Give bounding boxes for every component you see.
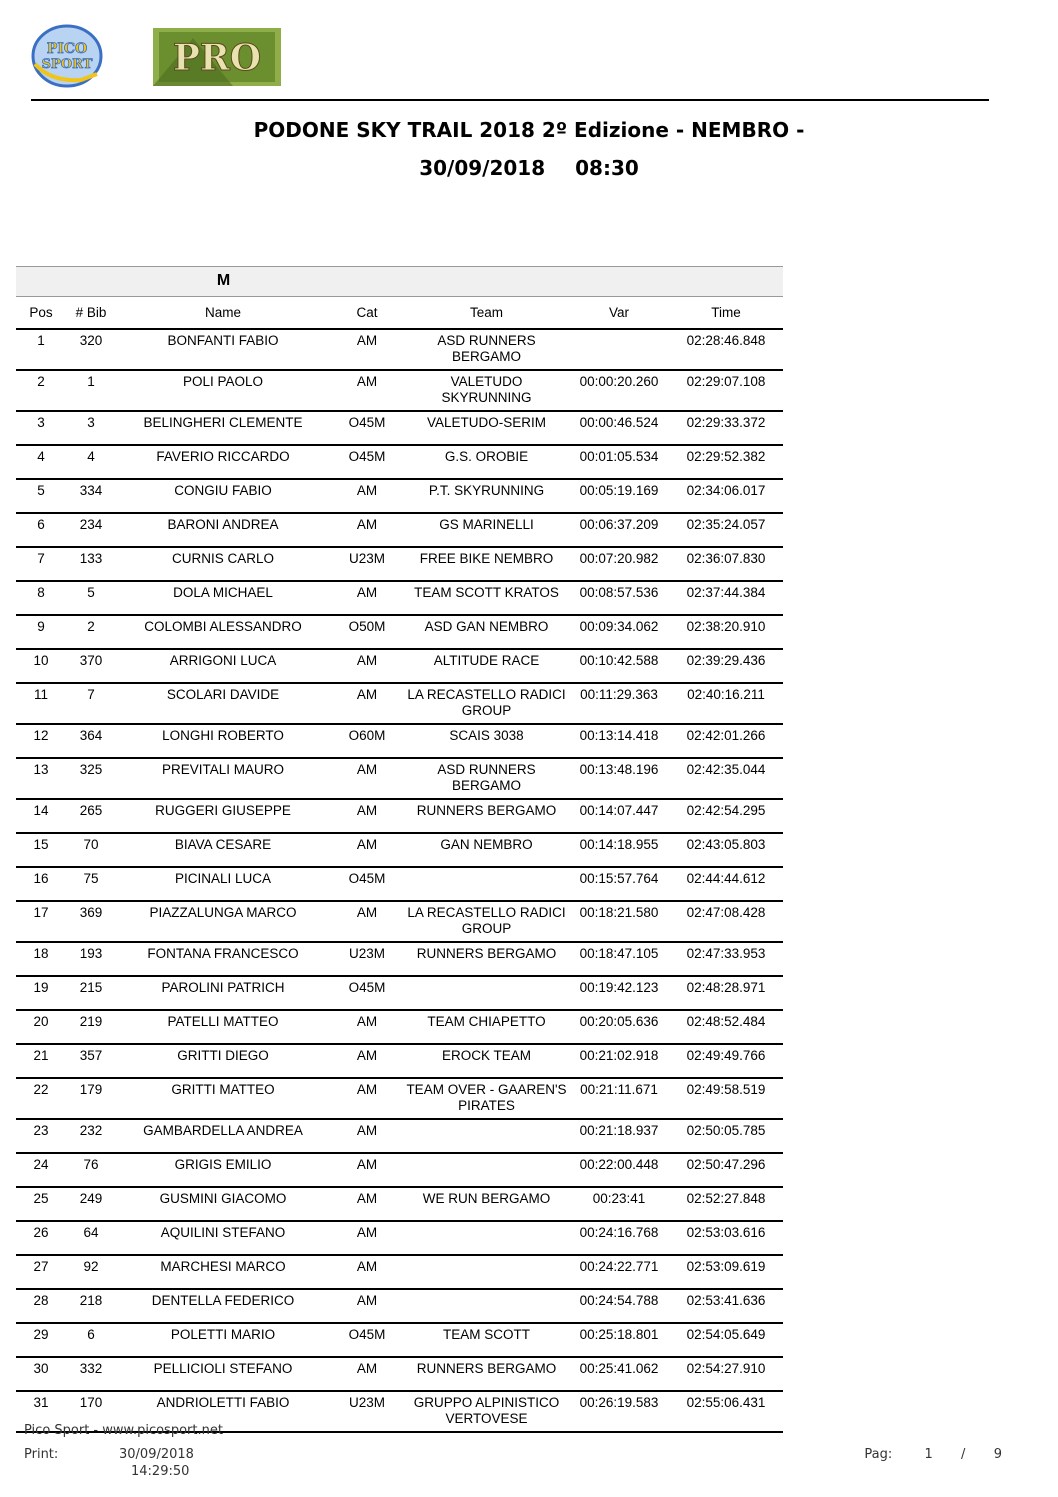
row-bib: 64 bbox=[66, 1221, 116, 1255]
row-team: SCAIS 3038 bbox=[404, 724, 569, 758]
row-cat: AM bbox=[330, 370, 404, 411]
row-bib: 133 bbox=[66, 547, 116, 581]
row-bib: 370 bbox=[66, 649, 116, 683]
row-time: 02:42:35.044 bbox=[669, 758, 783, 799]
results-body bbox=[16, 329, 783, 1432]
row-var: 00:11:29.363 bbox=[569, 683, 669, 724]
row-pos: 29 bbox=[16, 1323, 66, 1357]
category-label: M bbox=[216, 272, 231, 289]
row-time: 02:53:09.619 bbox=[669, 1255, 783, 1289]
row-name: PAROLINI PATRICH bbox=[116, 976, 330, 1010]
row-time: 02:50:05.785 bbox=[669, 1119, 783, 1153]
row-team: RUNNERS BERGAMO bbox=[404, 799, 569, 833]
row-team: VALETUDO-SERIM bbox=[404, 411, 569, 445]
row-pos: 25 bbox=[16, 1187, 66, 1221]
row-team: TEAM OVER - GAAREN'S PIRATES bbox=[404, 1078, 569, 1119]
row-name: FAVERIO RICCARDO bbox=[116, 445, 330, 479]
table-row bbox=[16, 1044, 783, 1078]
row-time: 02:36:07.830 bbox=[669, 547, 783, 581]
table-row bbox=[16, 1153, 783, 1187]
row-name: DENTELLA FEDERICO bbox=[116, 1289, 330, 1323]
col-name-header: Name bbox=[116, 296, 330, 329]
row-bib: 320 bbox=[66, 329, 116, 370]
row-name: PELLICIOLI STEFANO bbox=[116, 1357, 330, 1391]
footer-print-time: 14:29:50 bbox=[131, 1464, 190, 1479]
row-pos: 20 bbox=[16, 1010, 66, 1044]
row-var: 00:21:11.671 bbox=[569, 1078, 669, 1119]
row-team: GRUPPO ALPINISTICO VERTOVESE bbox=[404, 1391, 569, 1432]
row-name: BIAVA CESARE bbox=[116, 833, 330, 867]
row-name: POLI PAOLO bbox=[116, 370, 330, 411]
row-cat: O45M bbox=[330, 411, 404, 445]
row-time: 02:38:20.910 bbox=[669, 615, 783, 649]
row-name: GRIGIS EMILIO bbox=[116, 1153, 330, 1187]
event-title: PODONE SKY TRAIL 2018 2º Edizione - NEMBRO - bbox=[253, 118, 805, 142]
row-time: 02:42:01.266 bbox=[669, 724, 783, 758]
row-name: MARCHESI MARCO bbox=[116, 1255, 330, 1289]
row-cat: AM bbox=[330, 901, 404, 942]
results-table bbox=[16, 296, 783, 1433]
row-var: 00:09:34.062 bbox=[569, 615, 669, 649]
row-pos: 14 bbox=[16, 799, 66, 833]
row-bib: 7 bbox=[66, 683, 116, 724]
row-var: 00:15:57.764 bbox=[569, 867, 669, 901]
row-cat: AM bbox=[330, 799, 404, 833]
row-cat: AM bbox=[330, 1078, 404, 1119]
row-time: 02:47:08.428 bbox=[669, 901, 783, 942]
row-cat: O45M bbox=[330, 1323, 404, 1357]
row-var: 00:21:18.937 bbox=[569, 1119, 669, 1153]
row-cat: AM bbox=[330, 1255, 404, 1289]
row-pos: 17 bbox=[16, 901, 66, 942]
row-bib: 179 bbox=[66, 1078, 116, 1119]
row-pos: 26 bbox=[16, 1221, 66, 1255]
row-team bbox=[404, 1221, 569, 1255]
row-cat: U23M bbox=[330, 547, 404, 581]
table-row bbox=[16, 758, 783, 799]
row-team: EROCK TEAM bbox=[404, 1044, 569, 1078]
row-var: 00:08:57.536 bbox=[569, 581, 669, 615]
table-row bbox=[16, 370, 783, 411]
row-name: PREVITALI MAURO bbox=[116, 758, 330, 799]
row-bib: 5 bbox=[66, 581, 116, 615]
table-row bbox=[16, 1119, 783, 1153]
row-cat: U23M bbox=[330, 942, 404, 976]
event-time: 08:30 bbox=[575, 156, 639, 180]
row-team: WE RUN BERGAMO bbox=[404, 1187, 569, 1221]
table-row bbox=[16, 1289, 783, 1323]
row-team: RUNNERS BERGAMO bbox=[404, 942, 569, 976]
row-cat: O60M bbox=[330, 724, 404, 758]
row-var: 00:10:42.588 bbox=[569, 649, 669, 683]
row-name: ARRIGONI LUCA bbox=[116, 649, 330, 683]
row-team: GS MARINELLI bbox=[404, 513, 569, 547]
header-rule bbox=[31, 99, 989, 101]
footer-site: Pico Sport - www.picosport.net bbox=[24, 1423, 223, 1438]
table-row bbox=[16, 724, 783, 758]
row-pos: 3 bbox=[16, 411, 66, 445]
page-total: 9 bbox=[993, 1447, 1002, 1462]
row-team: G.S. OROBIE bbox=[404, 445, 569, 479]
row-team: P.T. SKYRUNNING bbox=[404, 479, 569, 513]
col-pos-header: Pos bbox=[16, 296, 66, 329]
row-time: 02:37:44.384 bbox=[669, 581, 783, 615]
row-team: ALTITUDE RACE bbox=[404, 649, 569, 683]
row-pos: 1 bbox=[16, 329, 66, 370]
row-pos: 13 bbox=[16, 758, 66, 799]
row-cat: AM bbox=[330, 833, 404, 867]
row-team: TEAM CHIAPETTO bbox=[404, 1010, 569, 1044]
row-time: 02:49:49.766 bbox=[669, 1044, 783, 1078]
row-team bbox=[404, 1255, 569, 1289]
row-cat: O45M bbox=[330, 867, 404, 901]
row-name: RUGGERI GIUSEPPE bbox=[116, 799, 330, 833]
row-name: PIAZZALUNGA MARCO bbox=[116, 901, 330, 942]
row-cat: AM bbox=[330, 479, 404, 513]
table-row bbox=[16, 1357, 783, 1391]
row-var: 00:21:02.918 bbox=[569, 1044, 669, 1078]
row-pos: 12 bbox=[16, 724, 66, 758]
row-bib: 357 bbox=[66, 1044, 116, 1078]
row-pos: 11 bbox=[16, 683, 66, 724]
table-row bbox=[16, 615, 783, 649]
row-name: GUSMINI GIACOMO bbox=[116, 1187, 330, 1221]
row-cat: AM bbox=[330, 513, 404, 547]
event-datetime bbox=[0, 156, 1058, 180]
row-bib: 234 bbox=[66, 513, 116, 547]
row-bib: 1 bbox=[66, 370, 116, 411]
table-row bbox=[16, 547, 783, 581]
row-time: 02:35:24.057 bbox=[669, 513, 783, 547]
row-var: 00:22:00.448 bbox=[569, 1153, 669, 1187]
row-var bbox=[569, 329, 669, 370]
row-bib: 215 bbox=[66, 976, 116, 1010]
row-cat: O50M bbox=[330, 615, 404, 649]
table-row bbox=[16, 1078, 783, 1119]
row-var: 00:00:46.524 bbox=[569, 411, 669, 445]
row-team bbox=[404, 1119, 569, 1153]
footer-print-label: Print: bbox=[24, 1447, 59, 1462]
row-name: DOLA MICHAEL bbox=[116, 581, 330, 615]
row-cat: AM bbox=[330, 683, 404, 724]
row-bib: 219 bbox=[66, 1010, 116, 1044]
row-team: GAN NEMBRO bbox=[404, 833, 569, 867]
row-var: 00:01:05.534 bbox=[569, 445, 669, 479]
row-name: BELINGHERI CLEMENTE bbox=[116, 411, 330, 445]
row-var: 00:24:54.788 bbox=[569, 1289, 669, 1323]
col-bib-header: # Bib bbox=[66, 296, 116, 329]
row-team bbox=[404, 1153, 569, 1187]
row-team: ASD GAN NEMBRO bbox=[404, 615, 569, 649]
row-name: PATELLI MATTEO bbox=[116, 1010, 330, 1044]
table-row bbox=[16, 581, 783, 615]
row-team bbox=[404, 976, 569, 1010]
col-time-header: Time bbox=[669, 296, 783, 329]
row-name: PICINALI LUCA bbox=[116, 867, 330, 901]
row-bib: 75 bbox=[66, 867, 116, 901]
row-cat: AM bbox=[330, 758, 404, 799]
row-team: LA RECASTELLO RADICI GROUP bbox=[404, 901, 569, 942]
col-var-header: Var bbox=[569, 296, 669, 329]
row-name: SCOLARI DAVIDE bbox=[116, 683, 330, 724]
row-bib: 76 bbox=[66, 1153, 116, 1187]
row-bib: 6 bbox=[66, 1323, 116, 1357]
row-team: ASD RUNNERS BERGAMO bbox=[404, 758, 569, 799]
row-cat: AM bbox=[330, 1357, 404, 1391]
row-var: 00:25:41.062 bbox=[569, 1357, 669, 1391]
row-name: AQUILINI STEFANO bbox=[116, 1221, 330, 1255]
svg-text:PICO: PICO bbox=[46, 41, 88, 57]
row-bib: 265 bbox=[66, 799, 116, 833]
row-team: LA RECASTELLO RADICI GROUP bbox=[404, 683, 569, 724]
row-bib: 334 bbox=[66, 479, 116, 513]
row-var: 00:20:05.636 bbox=[569, 1010, 669, 1044]
row-pos: 28 bbox=[16, 1289, 66, 1323]
row-cat: AM bbox=[330, 581, 404, 615]
row-time: 02:28:46.848 bbox=[669, 329, 783, 370]
row-cat: AM bbox=[330, 1153, 404, 1187]
footer-pagination bbox=[864, 1447, 1002, 1462]
row-var: 00:18:21.580 bbox=[569, 901, 669, 942]
row-name: GRITTI DIEGO bbox=[116, 1044, 330, 1078]
row-cat: AM bbox=[330, 329, 404, 370]
row-bib: 4 bbox=[66, 445, 116, 479]
row-var: 00:26:19.583 bbox=[569, 1391, 669, 1432]
row-bib: 70 bbox=[66, 833, 116, 867]
row-bib: 369 bbox=[66, 901, 116, 942]
row-time: 02:48:52.484 bbox=[669, 1010, 783, 1044]
pro-logo bbox=[153, 28, 281, 86]
row-pos: 4 bbox=[16, 445, 66, 479]
row-cat: U23M bbox=[330, 1391, 404, 1432]
row-time: 02:54:05.649 bbox=[669, 1323, 783, 1357]
row-time: 02:34:06.017 bbox=[669, 479, 783, 513]
table-row bbox=[16, 1187, 783, 1221]
row-pos: 10 bbox=[16, 649, 66, 683]
table-row bbox=[16, 513, 783, 547]
row-time: 02:50:47.296 bbox=[669, 1153, 783, 1187]
svg-text:SPORT: SPORT bbox=[41, 57, 93, 72]
row-var: 00:19:42.123 bbox=[569, 976, 669, 1010]
row-bib: 325 bbox=[66, 758, 116, 799]
table-row bbox=[16, 479, 783, 513]
row-cat: AM bbox=[330, 1044, 404, 1078]
row-bib: 364 bbox=[66, 724, 116, 758]
table-row bbox=[16, 445, 783, 479]
row-pos: 6 bbox=[16, 513, 66, 547]
row-cat: O45M bbox=[330, 976, 404, 1010]
row-time: 02:39:29.436 bbox=[669, 649, 783, 683]
row-var: 00:05:19.169 bbox=[569, 479, 669, 513]
row-pos: 19 bbox=[16, 976, 66, 1010]
row-pos: 16 bbox=[16, 867, 66, 901]
table-row bbox=[16, 1255, 783, 1289]
table-row bbox=[16, 1010, 783, 1044]
row-bib: 170 bbox=[66, 1391, 116, 1432]
row-cat: AM bbox=[330, 1010, 404, 1044]
row-pos: 31 bbox=[16, 1391, 66, 1432]
table-row bbox=[16, 411, 783, 445]
row-team bbox=[404, 1289, 569, 1323]
row-team: FREE BIKE NEMBRO bbox=[404, 547, 569, 581]
row-pos: 2 bbox=[16, 370, 66, 411]
row-team bbox=[404, 867, 569, 901]
row-cat: AM bbox=[330, 1187, 404, 1221]
table-row bbox=[16, 329, 783, 370]
table-row bbox=[16, 942, 783, 976]
row-name: LONGHI ROBERTO bbox=[116, 724, 330, 758]
row-name: FONTANA FRANCESCO bbox=[116, 942, 330, 976]
row-bib: 2 bbox=[66, 615, 116, 649]
row-var: 00:07:20.982 bbox=[569, 547, 669, 581]
row-bib: 218 bbox=[66, 1289, 116, 1323]
row-var: 00:24:16.768 bbox=[569, 1221, 669, 1255]
row-bib: 332 bbox=[66, 1357, 116, 1391]
row-pos: 18 bbox=[16, 942, 66, 976]
row-name: POLETTI MARIO bbox=[116, 1323, 330, 1357]
page-current: 1 bbox=[924, 1447, 933, 1462]
row-time: 02:47:33.953 bbox=[669, 942, 783, 976]
row-team: TEAM SCOTT bbox=[404, 1323, 569, 1357]
row-var: 00:18:47.105 bbox=[569, 942, 669, 976]
col-team-header: Team bbox=[404, 296, 569, 329]
row-pos: 9 bbox=[16, 615, 66, 649]
row-name: CONGIU FABIO bbox=[116, 479, 330, 513]
row-time: 02:44:44.612 bbox=[669, 867, 783, 901]
row-name: GAMBARDELLA ANDREA bbox=[116, 1119, 330, 1153]
row-time: 02:54:27.910 bbox=[669, 1357, 783, 1391]
table-row bbox=[16, 976, 783, 1010]
row-team: RUNNERS BERGAMO bbox=[404, 1357, 569, 1391]
row-cat: O45M bbox=[330, 445, 404, 479]
row-pos: 5 bbox=[16, 479, 66, 513]
row-time: 02:42:54.295 bbox=[669, 799, 783, 833]
row-name: COLOMBI ALESSANDRO bbox=[116, 615, 330, 649]
table-header-row bbox=[16, 296, 783, 329]
row-time: 02:29:52.382 bbox=[669, 445, 783, 479]
row-var: 00:23:41 bbox=[569, 1187, 669, 1221]
row-cat: AM bbox=[330, 649, 404, 683]
row-team: VALETUDO SKYRUNNING bbox=[404, 370, 569, 411]
row-var: 00:00:20.260 bbox=[569, 370, 669, 411]
row-team: TEAM SCOTT KRATOS bbox=[404, 581, 569, 615]
row-pos: 21 bbox=[16, 1044, 66, 1078]
event-date: 30/09/2018 bbox=[419, 156, 546, 180]
row-team: ASD RUNNERS BERGAMO bbox=[404, 329, 569, 370]
row-var: 00:06:37.209 bbox=[569, 513, 669, 547]
row-cat: AM bbox=[330, 1289, 404, 1323]
table-row bbox=[16, 833, 783, 867]
row-pos: 7 bbox=[16, 547, 66, 581]
row-bib: 249 bbox=[66, 1187, 116, 1221]
row-time: 02:40:16.211 bbox=[669, 683, 783, 724]
row-bib: 232 bbox=[66, 1119, 116, 1153]
svg-text:PRO: PRO bbox=[172, 37, 262, 79]
row-time: 02:49:58.519 bbox=[669, 1078, 783, 1119]
table-row bbox=[16, 799, 783, 833]
row-time: 02:29:07.108 bbox=[669, 370, 783, 411]
row-name: GRITTI MATTEO bbox=[116, 1078, 330, 1119]
row-time: 02:53:41.636 bbox=[669, 1289, 783, 1323]
row-time: 02:43:05.803 bbox=[669, 833, 783, 867]
row-pos: 22 bbox=[16, 1078, 66, 1119]
footer-print-date: 30/09/2018 bbox=[119, 1447, 194, 1462]
row-bib: 92 bbox=[66, 1255, 116, 1289]
row-time: 02:53:03.616 bbox=[669, 1221, 783, 1255]
page-label: Pag: bbox=[864, 1447, 893, 1462]
table-row bbox=[16, 867, 783, 901]
col-cat-header: Cat bbox=[330, 296, 404, 329]
row-var: 00:25:18.801 bbox=[569, 1323, 669, 1357]
table-row bbox=[16, 1221, 783, 1255]
row-var: 00:13:48.196 bbox=[569, 758, 669, 799]
table-row bbox=[16, 901, 783, 942]
row-time: 02:48:28.971 bbox=[669, 976, 783, 1010]
row-bib: 193 bbox=[66, 942, 116, 976]
row-time: 02:55:06.431 bbox=[669, 1391, 783, 1432]
row-cat: AM bbox=[330, 1221, 404, 1255]
table-row bbox=[16, 649, 783, 683]
row-pos: 30 bbox=[16, 1357, 66, 1391]
row-pos: 15 bbox=[16, 833, 66, 867]
table-row bbox=[16, 1323, 783, 1357]
row-cat: AM bbox=[330, 1119, 404, 1153]
row-time: 02:29:33.372 bbox=[669, 411, 783, 445]
row-var: 00:14:18.955 bbox=[569, 833, 669, 867]
row-pos: 8 bbox=[16, 581, 66, 615]
row-var: 00:14:07.447 bbox=[569, 799, 669, 833]
row-pos: 23 bbox=[16, 1119, 66, 1153]
row-name: BARONI ANDREA bbox=[116, 513, 330, 547]
row-var: 00:13:14.418 bbox=[569, 724, 669, 758]
table-row bbox=[16, 683, 783, 724]
row-pos: 27 bbox=[16, 1255, 66, 1289]
row-name: CURNIS CARLO bbox=[116, 547, 330, 581]
row-var: 00:24:22.771 bbox=[569, 1255, 669, 1289]
row-bib: 3 bbox=[66, 411, 116, 445]
row-time: 02:52:27.848 bbox=[669, 1187, 783, 1221]
page-separator: / bbox=[961, 1447, 966, 1462]
row-name: ANDRIOLETTI FABIO bbox=[116, 1391, 330, 1432]
row-name: BONFANTI FABIO bbox=[116, 329, 330, 370]
row-pos: 24 bbox=[16, 1153, 66, 1187]
pico-sport-logo bbox=[31, 24, 103, 88]
